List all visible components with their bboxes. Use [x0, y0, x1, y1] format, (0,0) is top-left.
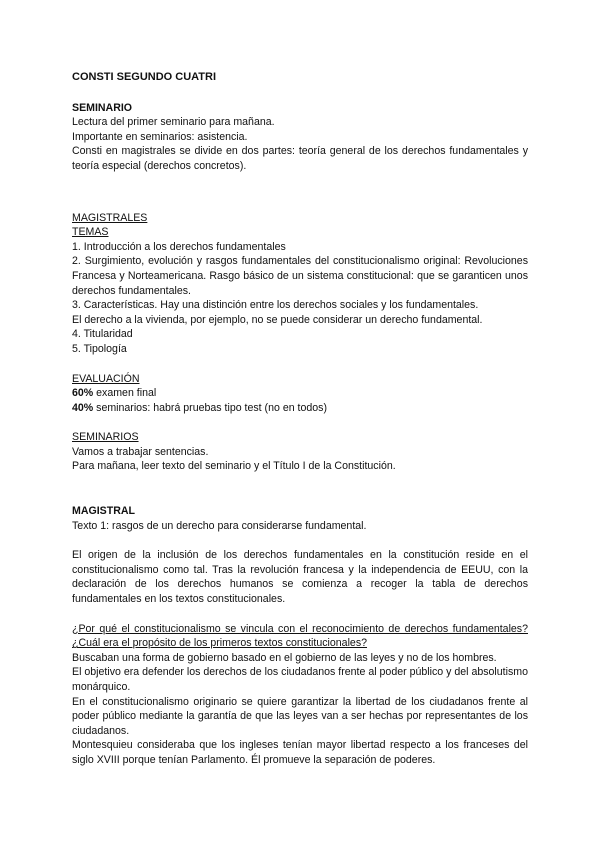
- evaluacion-item: [72, 401, 528, 416]
- tema-item: 5. Tipología: [72, 342, 127, 355]
- tema-item: 3. Características. Hay una distinción entre los derechos sociales y los fundamentales.: [72, 299, 479, 312]
- evaluacion-text: seminarios: habrá pruebas tipo test (no en todos): [93, 401, 327, 414]
- document-title: CONSTI SEGUNDO CUATRI: [72, 71, 217, 83]
- evaluacion-pct: 40%: [72, 401, 94, 414]
- tema-item: 1. Introducción a los derechos fundamentales: [72, 240, 286, 253]
- seminario-line: Lectura del primer seminario para mañana.: [72, 116, 275, 129]
- magistral-answer: Buscaban una forma de gobierno basado en el gobierno de las leyes y no de los hombres.: [72, 651, 497, 664]
- seminario-line: Consti en magistrales se divide en dos partes: teoría general de los derechos fundamentales y teoría especial (derechos concretos).: [72, 145, 528, 172]
- magistral-texto: Texto 1: rasgos de un derecho para considerarse fundamental.: [72, 519, 367, 532]
- magistral-origen: El origen de la inclusión de los derechos fundamentales en la constitución reside en el constitucionalismo como tal. Tras la revolución francesa y la independencia de EEUU, con la declaración de los derechos humanos se comienza a recoger la tabla de derechos fundamentales en los textos constitucionales.: [72, 549, 528, 606]
- seminarios-heading: SEMINARIOS: [72, 431, 139, 444]
- seminario-line: Importante en seminarios: asistencia.: [72, 130, 248, 143]
- tema-item: 4. Titularidad: [72, 328, 133, 341]
- tema-item: El derecho a la vivienda, por ejemplo, no se puede considerar un derecho fundamental.: [72, 313, 483, 326]
- evaluacion-pct: 60%: [72, 387, 94, 400]
- evaluacion-item: [72, 386, 528, 401]
- tema-item: 2. Surgimiento, evolución y rasgos fundamentales del constitucionalismo original: Revoluciones Francesa y Norteamericana. Rasgo básico de un sistema constitucional: que se garanticen unos derechos fundamentales.: [72, 255, 528, 297]
- magistral-question: ¿Por qué el constitucionalismo se vincula con el reconocimiento de derechos fundamentales? ¿Cuál era el propósito de los primeros textos constitucionales?: [72, 622, 528, 650]
- magistral-answer: Montesquieu consideraba que los ingleses tenían mayor libertad respecto a los franceses del siglo XVIII porque tenían Parlamento. Él promueve la separación de poderes.: [72, 739, 528, 766]
- evaluacion-heading: EVALUACIÓN: [72, 372, 140, 385]
- magistral-heading: MAGISTRAL: [72, 505, 135, 518]
- magistral-answer: En el constitucionalismo originario se quiere garantizar la libertad de los ciudadanos frente al poder público mediante la garantía de que las leyes van a ser hechas por representantes de los ciudadanos.: [72, 695, 528, 737]
- magistrales-heading: MAGISTRALES: [72, 211, 148, 224]
- evaluacion-text: examen final: [93, 387, 157, 400]
- magistral-answer: El objetivo era defender los derechos de los ciudadanos frente al poder público y del absolutismo monárquico.: [72, 666, 528, 693]
- seminarios-line: Para mañana, leer texto del seminario y el Título I de la Constitución.: [72, 460, 396, 473]
- seminario-heading: SEMINARIO: [72, 101, 133, 114]
- temas-heading: TEMAS: [72, 226, 109, 239]
- seminarios-line: Vamos a trabajar sentencias.: [72, 445, 209, 458]
